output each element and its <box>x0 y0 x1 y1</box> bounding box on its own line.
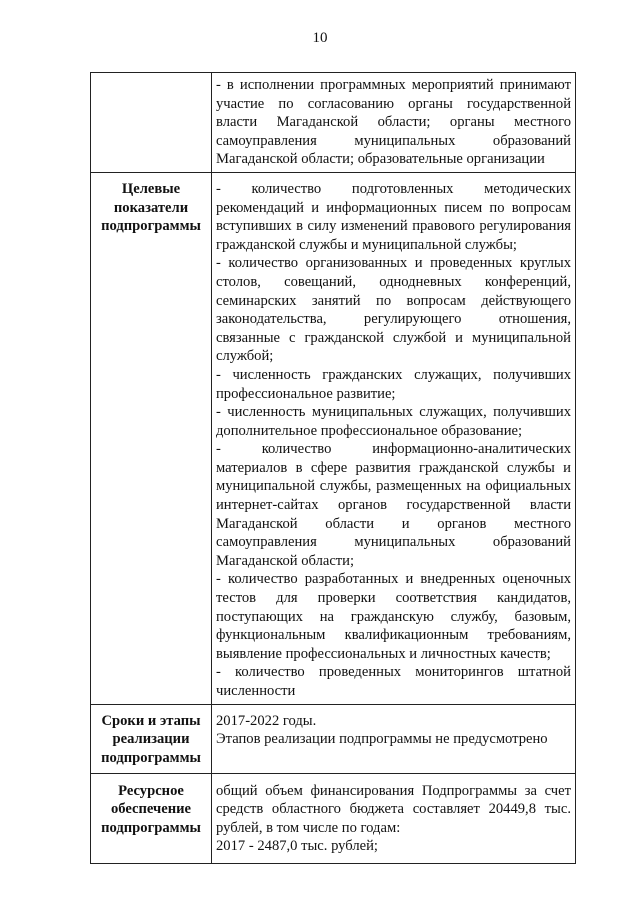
content-paragraph: - количество подготовленных методических рекомендаций и информационных писем по вопросам вступивших в силу изменений правового регулирования гражданской службы и муниципальной службы; <box>216 180 571 253</box>
subprogram-passport-table <box>90 72 576 864</box>
table-row-timeline <box>91 704 576 773</box>
row-label: Сроки и этапы реализации подпрограммы <box>91 704 212 773</box>
row-label: Целевые показатели подпрограммы <box>91 172 212 704</box>
row-content <box>212 172 576 704</box>
content-paragraph: - в исполнении программных мероприятий принимают участие по согласованию органы государственной власти Магаданской области; органы местного самоуправления муниципальных образований Магаданской области; образовательные организации <box>216 77 571 168</box>
row-label <box>91 73 212 173</box>
content-paragraph: - количество организованных и проведенных круглых столов, совещаний, однодневных конференций, семинарских занятий по вопросам действующего законодательства, регулирующего отношения, связанные с гражданской службой и муниципальной службой; <box>216 255 571 365</box>
content-paragraph: Этапов реализации подпрограммы не предусмотрено <box>216 731 548 748</box>
row-content <box>212 773 576 863</box>
content-paragraph: 2017-2022 годы. <box>216 712 317 729</box>
content-paragraph: - численность муниципальных служащих, получивших дополнительное профессиональное образование; <box>216 404 571 439</box>
content-paragraph: - количество проведенных мониторингов штатной численности <box>216 664 571 699</box>
content-paragraph: 2017 - 2487,0 тыс. рублей; <box>216 838 378 855</box>
table-row-target-indicators <box>91 172 576 704</box>
content-paragraph: общий объем финансирования Подпрограммы за счет средств областного бюджета составляет 20449,8 тыс. рублей, в том числе по годам: <box>216 782 571 836</box>
row-content <box>212 704 576 773</box>
table-row-participants <box>91 73 576 173</box>
table-row-resources <box>91 773 576 863</box>
row-label: Ресурсное обеспечение подпрограммы <box>91 773 212 863</box>
content-paragraph: - численность гражданских служащих, получивших профессиональное развитие; <box>216 366 571 402</box>
row-content <box>212 73 576 173</box>
content-paragraph: - количество разработанных и внедренных оценочных тестов для проверки соответствия кандидатов, поступающих на гражданскую службу, базовым, функциональным квалификационным требованиям, выявление профессиональных и личностных качеств; <box>216 571 571 662</box>
content-paragraph: - количество информационно-аналитических материалов в сфере развития гражданской службы и муниципальной службы, размещенных на официальных интернет-сайтах органов государственной власти Магаданской области и органов местного самоуправления муниципальных образований Магаданской области; <box>216 441 571 569</box>
page-number: 10 <box>312 30 328 46</box>
